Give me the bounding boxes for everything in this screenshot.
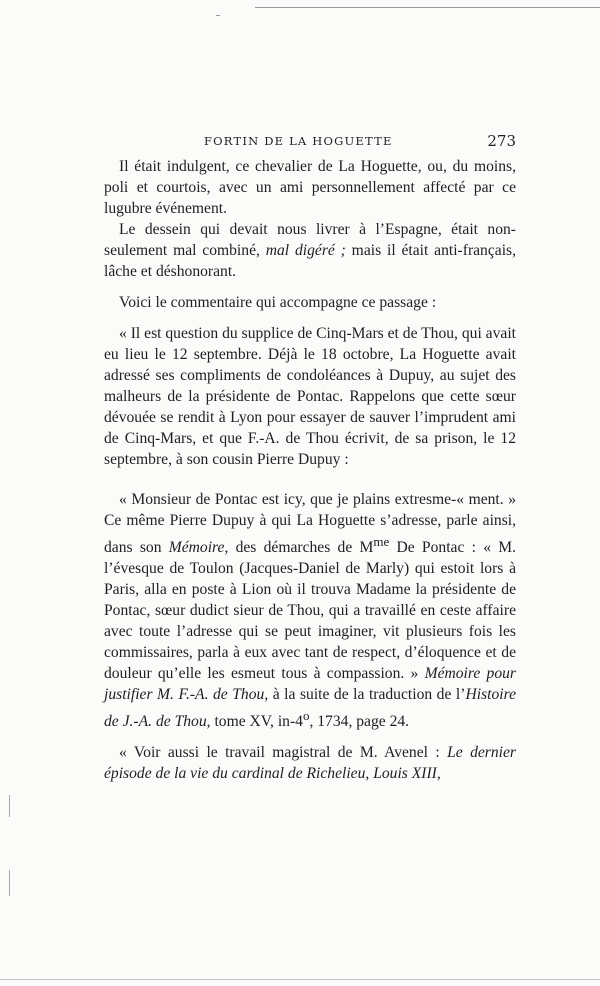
body-text [104, 156, 516, 784]
paragraph: Voici le commentaire qui accompagne ce passage : [119, 294, 437, 311]
paragraph: « Voir aussi le travail magistral de M. Avenel : Le dernier épisode de la vie du cardinal de Richelieu, Louis XIII, [104, 744, 516, 783]
running-header [104, 134, 524, 154]
paragraph: « Monsieur de Pontac est icy, que je plains extresme-« ment. » Ce même Pierre Dupuy à qui La Hoguette s’adresse, parle ainsi, dans son Mémoire, des démarches de $M^{me}$ De Pontac : « M. l’évesque de Toulon (Jacques-Daniel de Marly) qui estoit lors à Paris, alla en poste à Lion où il trouva Madame la présidente de Pontac, sœur dudict sieur de Thou, qui a travaillé en ceste affaire avec toute l’adresse qui se peut imaginer, vit plusieurs fois les commissaires, parla à eux avec tant de respect, d’éloquence et de douleur qu’elle les esmeut tous à compassion. » Mémoire pour justifier M. F.-A. de Thou, à la suite de la traduction de l’Histoire de J.-A. de Thou, tome XV, in-4$^o$, 1734, page 24. [104, 491, 516, 731]
paragraph: Il était indulgent, ce chevalier de La Hoguette, ou, du moins, poli et courtois, avec un ami personnellement affecté par ce lugubre événement. [104, 158, 516, 217]
paragraph: « Il est question du supplice de Cinq-Mars et de Thou, qui avait eu lieu le 12 septembre. Déjà le 18 octobre, La Hoguette avait adressé ses compliments de condoléances à Dupuy, au sujet des malheurs de la présidente de Pontac. Rappelons que cette sœur dévouée se rendit à Lyon pour essayer de sauver l’imprudent ami de Cinq-Mars, et que F.-A. de Thou écrivit, de sa prison, le 12 septembre, à son cousin Pierre Dupuy : [104, 325, 516, 468]
page-number: 273 [487, 132, 516, 150]
running-title: FORTIN DE LA HOGUETTE [204, 134, 393, 148]
paragraph: Le dessein qui devait nous livrer à l’Espagne, était non-seulement mal combiné, mal digéré ; mais il était anti-français, lâche et déshonorant. [104, 221, 516, 280]
